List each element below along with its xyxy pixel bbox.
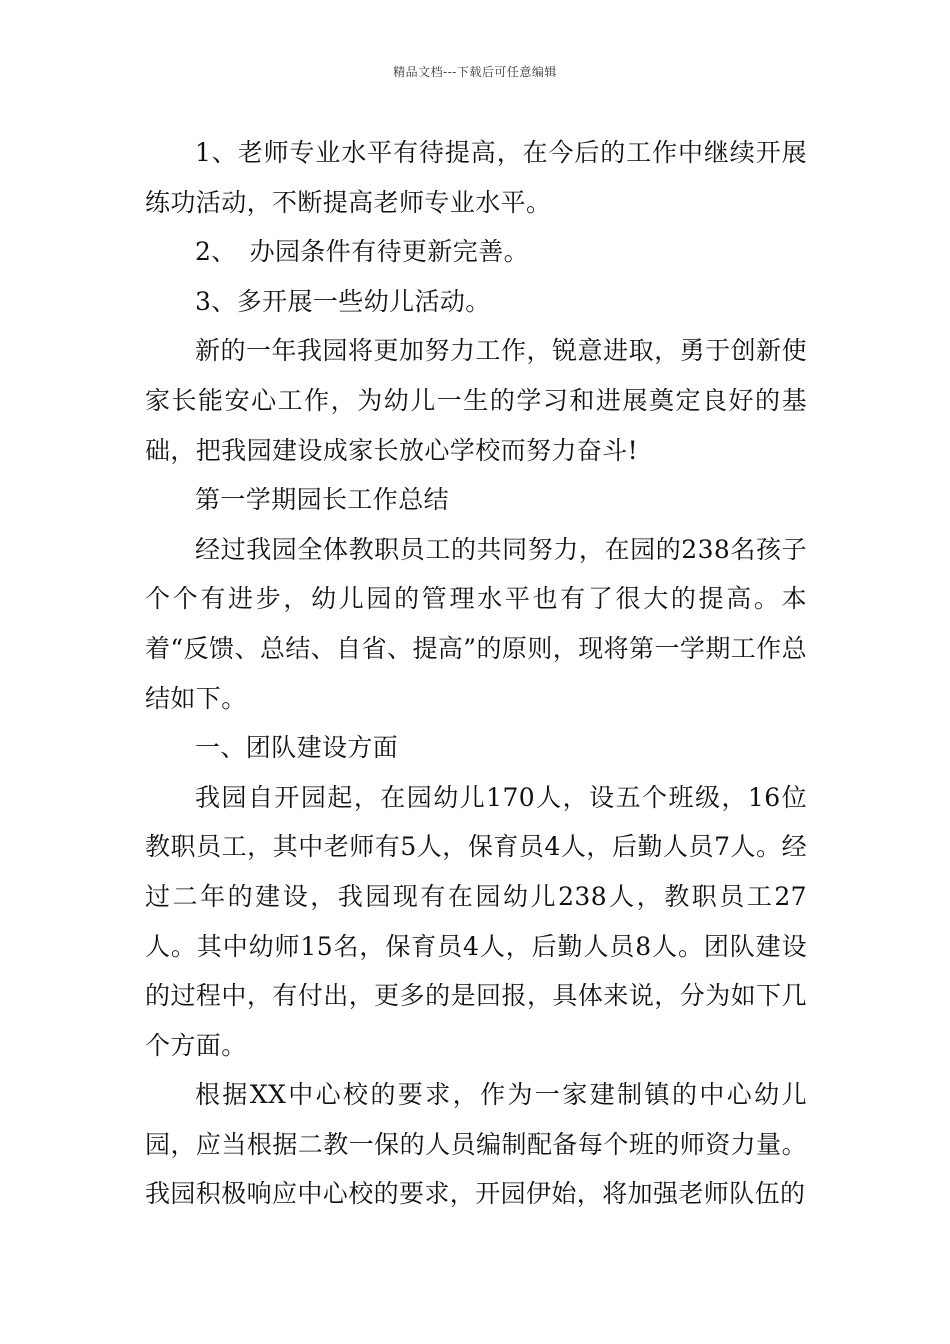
paragraph-item-1: 1、老师专业水平有待提高，在今后的工作中继续开展练功活动，不断提高老师专业水平。 — [145, 138, 807, 217]
document-body — [145, 128, 807, 1219]
paragraph-summary-intro: 经过我园全体教职员工的共同努力，在园的238名孩子个个有进步，幼儿园的管理水平也有了很大的提高。本着“反馈、总结、自省、提高”的原则，现将第一学期工作总结如下。 — [145, 534, 807, 713]
paragraph-staffing: 根据XX中心校的要求，作为一家建制镇的中心幼儿园，应当根据二教一保的人员编制配备每个班的师资力量。我园积极响应中心校的要求，开园伊始，将加强老师队伍的 — [145, 1080, 807, 1209]
paragraph-closing: 新的一年我园将更加努力工作，锐意进取，勇于创新使家长能安心工作，为幼儿一生的学习和进展奠定良好的基础，把我园建设成家长放心学校而努力奋斗! — [145, 336, 807, 465]
page-header: 精品文档---下载后可任意编辑 — [393, 65, 557, 79]
paragraph-item-2: 2、 办园条件有待更新完善。 — [195, 237, 530, 267]
paragraph-team-details: 我园自开园起，在园幼儿170人，设五个班级，16位教职员工，其中老师有5人，保育员4人，后勤人员7人。经过二年的建设，我园现有在园幼儿238人，教职员工27人。其中幼师15名，保育员4人，后勤人员8人。团队建设的过程中，有付出，更多的是回报，具体来说，分为如下几个方面。 — [145, 782, 807, 1060]
paragraph-item-3: 3、多开展一些幼儿活动。 — [195, 286, 491, 316]
section-title: 第一学期园长工作总结 — [195, 485, 450, 515]
section-heading-team: 一、团队建设方面 — [195, 733, 399, 763]
